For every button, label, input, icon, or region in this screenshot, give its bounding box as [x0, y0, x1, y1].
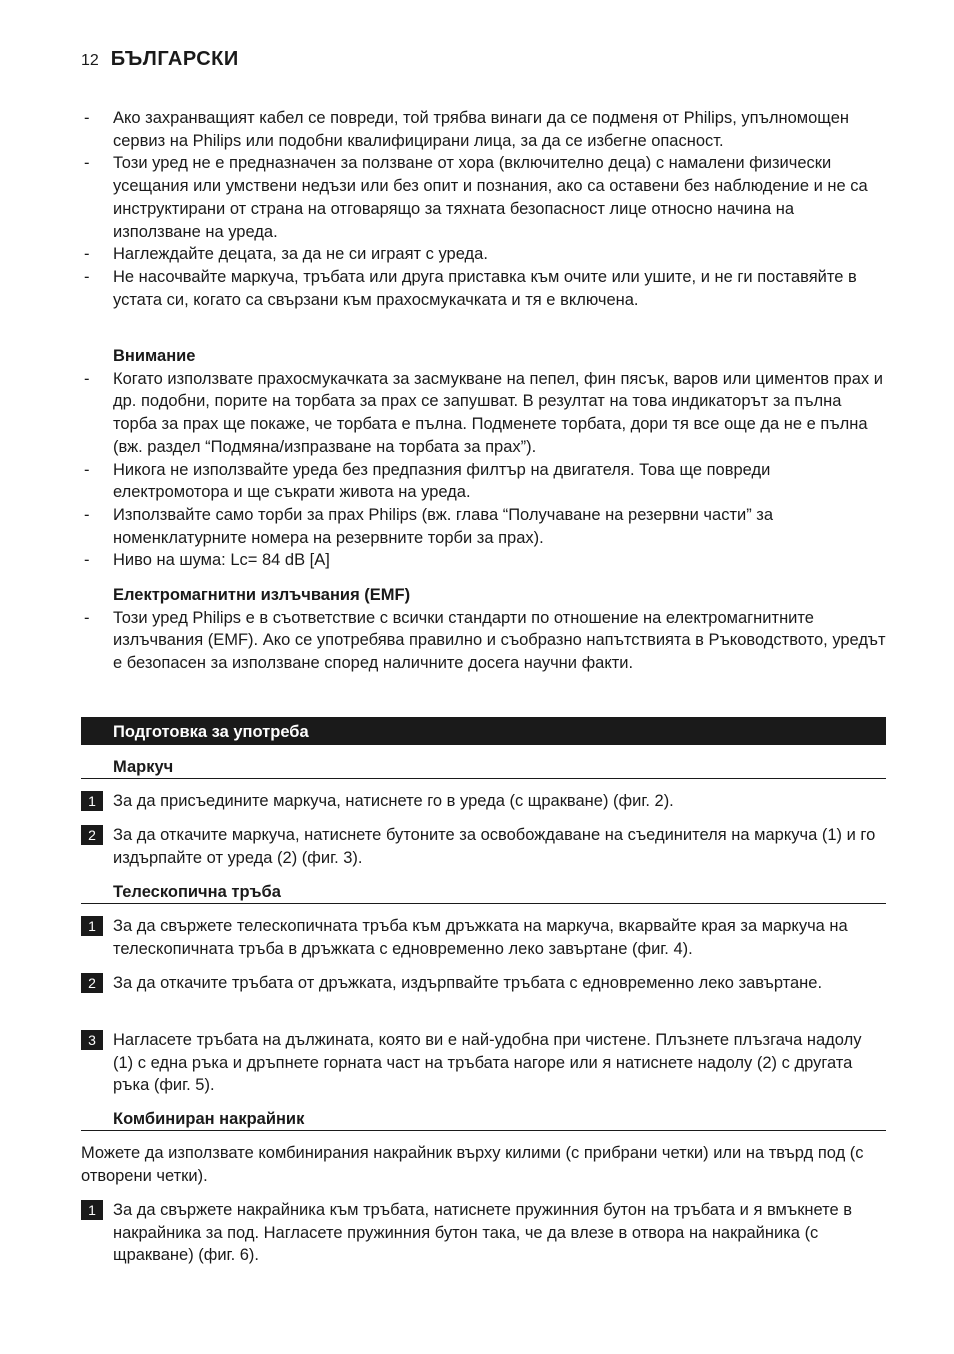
step-text: За да откачите маркуча, натиснете бутоните за освобождаване на съединителя на маркуча (1) и го издърпайте от уреда (2) (фиг. 3).	[113, 826, 876, 867]
step-number: 2	[81, 973, 103, 993]
hose-step-1	[81, 790, 886, 813]
step-number: 1	[81, 916, 103, 936]
list-item: - Използвайте само торби за прах Philips (вж. глава “Получаване на резервни части” за номенклатурните номера на резервните торби за прах).	[84, 505, 774, 547]
step-text: За да присъедините маркуча, натиснете го в уреда (с щракване) (фиг. 2).	[113, 792, 674, 810]
nozzle-heading: Комбиниран накрайник	[81, 1108, 886, 1131]
warnings-list	[81, 107, 886, 311]
nozzle-step-1	[81, 1199, 886, 1267]
step-text: Нагласете тръбата на дължината, която ви е най-удобна при чистене. Плъзнете плъзгача надолу (1) с една ръка и дръпнете горната част на тръбата нагоре или я натиснете надолу (2) с другата ръка (фиг. 5).	[113, 1031, 862, 1095]
list-item: - Никога не използвайте уреда без предпазния филтър на двигателя. Това ще повреди електромотора и ще съкрати живота на уреда.	[84, 460, 771, 502]
hose-step-2	[81, 824, 886, 869]
step-text: За да откачите тръбата от дръжката, издърпвайте тръбата с едновременно леко завъртане.	[113, 974, 823, 992]
section-title: Подготовка за употреба	[113, 723, 309, 741]
page-number: 12	[81, 52, 99, 69]
step-text: За да свържете телескопичната тръба към дръжката на маркуча, вкарвайте края за маркуча на телескопичната тръба в дръжката с едновременно леко завъртане (фиг. 4).	[113, 917, 848, 958]
step-number: 3	[81, 1030, 103, 1050]
emf-heading: Електромагнитни излъчвания (EMF)	[113, 586, 411, 604]
page-header	[81, 48, 239, 71]
step-text: За да свържете накрайника към тръбата, натиснете пружинния бутон на тръбата и я вмъкнете в накрайника за под. Нагласете пружинния бутон така, че да влезе в отвора на накрайника (с щракване) (фиг. 6).	[113, 1201, 853, 1265]
nozzle-intro: Можете да използвате комбинирания накрайник върху килими (с прибрани четки) или на твърд под (с отворени четки).	[81, 1144, 864, 1185]
emf-block	[81, 584, 886, 675]
caution-block	[81, 345, 886, 572]
list-item: - Когато използвате прахосмукачката за засмукване на пепел, фин пясък, варов или циментов прах и др. подобни, порите на торбата за прах се запушват. В резултат на това индикаторът за пълна торба за прах ще покаже, че торбата е пълна. Подменете торбата, дори тя все още да не е пълна (вж. раздел “Подмяна/изпразване на торбата за прах”).	[84, 369, 883, 456]
list-item: - Не насочвайте маркуча, тръбата или друга приставка към очите или ушите, и не ги поставяйте в устата си, когато са свързани към прахосмукачката и тя е включена.	[84, 267, 857, 309]
list-item: - Ниво на шума: Lc= 84 dB [A]	[84, 551, 330, 570]
step-number: 2	[81, 825, 103, 845]
section-heading-bar	[81, 717, 886, 745]
list-item: - Наглеждайте децата, за да не си играят с уреда.	[84, 245, 488, 264]
tube-heading: Телескопична тръба	[81, 881, 886, 904]
list-item: - Този уред не е предназначен за ползване от хора (включително деца) с намалени физически усещания или умствени недъзи или без опит и познания, ако са оставени без наблюдение и не са инструктирани от страна на отговарящо за тяхната безопасност лице относно начина на използване на уреда.	[84, 154, 868, 241]
step-number: 1	[81, 1200, 103, 1220]
page-language-title: БЪЛГАРСКИ	[110, 48, 239, 70]
tube-step-3	[81, 1029, 886, 1097]
caution-heading: Внимание	[113, 347, 196, 365]
hose-heading: Маркуч	[81, 756, 886, 779]
step-number: 1	[81, 791, 103, 811]
list-item: - Този уред Philips е в съответствие с всички стандарти по отношение на електромагнитните излъчвания (EMF). Ако се употребява правилно и съобразно напътствията в Ръководството, уредът е безопасен за използване според наличните досега научни факти.	[84, 608, 886, 673]
tube-step-2	[81, 972, 886, 995]
tube-step-1	[81, 915, 886, 960]
list-item: - Ако захранващият кабел се повреди, той трябва винаги да се подменя от Philips, упълномощен сервиз на Philips или подобни квалифицирани лица, за да се избегне опасност.	[84, 109, 849, 150]
